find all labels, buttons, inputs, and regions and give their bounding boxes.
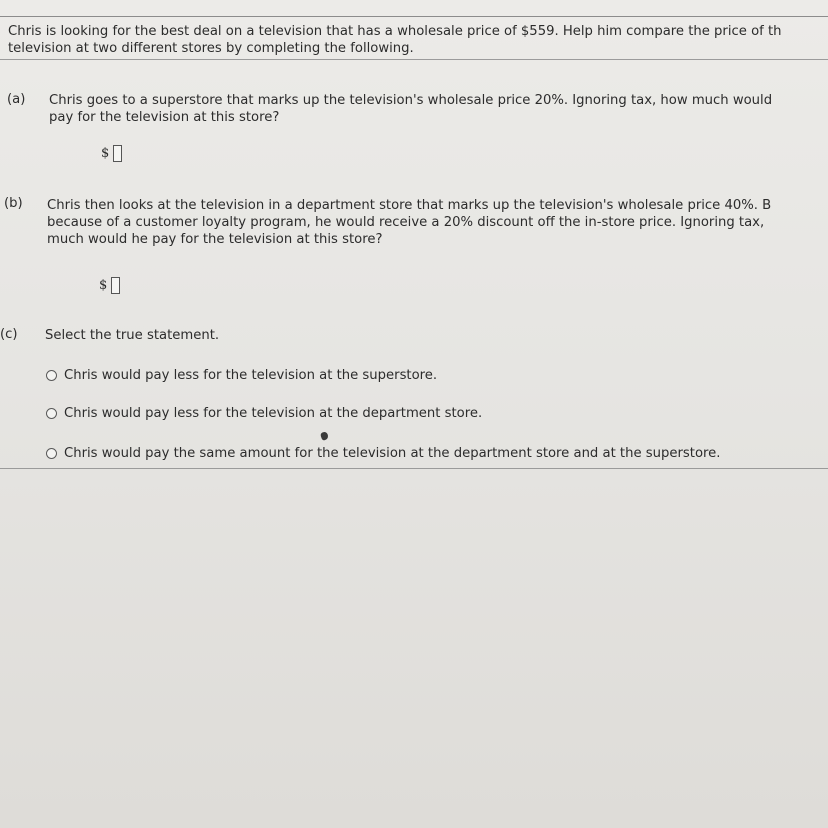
section-divider [0, 468, 828, 469]
part-b-line-2: because of a customer loyalty program, he would receive a 20% discount off the in-store price. Ignoring tax, [47, 215, 765, 230]
part-a-answer [101, 145, 122, 162]
part-b-answer-box[interactable] [111, 277, 120, 294]
part-a-currency: $ [101, 146, 110, 161]
intro-line-1: Chris is looking for the best deal on a television that has a wholesale price of $559. Help him compare the price of th [8, 24, 782, 39]
radio-superstore[interactable] [46, 370, 57, 381]
part-c-label: (c) [0, 327, 18, 342]
option-superstore-label: Chris would pay less for the television at the superstore. [64, 368, 438, 383]
radio-same-amount[interactable] [46, 448, 57, 459]
part-b-line-1: Chris then looks at the television in a department store that marks up the television's wholesale price 40%. B [47, 198, 772, 213]
part-b-label: (b) [4, 196, 23, 211]
intro-text [8, 23, 822, 57]
option-superstore[interactable] [46, 367, 437, 384]
option-department-store-label: Chris would pay less for the television at the department store. [64, 406, 483, 421]
intro-line-2: television at two different stores by completing the following. [8, 41, 414, 56]
question-intro [0, 16, 828, 60]
radio-department-store[interactable] [46, 408, 57, 419]
part-b-line-3: much would he pay for the television at this store? [47, 232, 383, 247]
part-c-prompt: Select the true statement. [45, 328, 220, 343]
part-b-currency: $ [99, 278, 108, 293]
option-department-store[interactable] [46, 405, 482, 422]
part-a-line-2: pay for the television at this store? [49, 110, 280, 125]
option-same-amount[interactable] [46, 445, 720, 462]
part-a-label: (a) [7, 92, 26, 107]
part-a-line-1: Chris goes to a superstore that marks up the television's wholesale price 20%. Ignoring tax, how much would [49, 93, 773, 108]
part-a-answer-box[interactable] [113, 145, 122, 162]
part-b-answer [99, 277, 120, 294]
mouse-cursor-icon [320, 431, 329, 441]
part-a-text [49, 92, 828, 126]
option-same-amount-label: Chris would pay the same amount for the television at the department store and at the superstore. [64, 446, 721, 461]
part-b-text [47, 197, 828, 248]
